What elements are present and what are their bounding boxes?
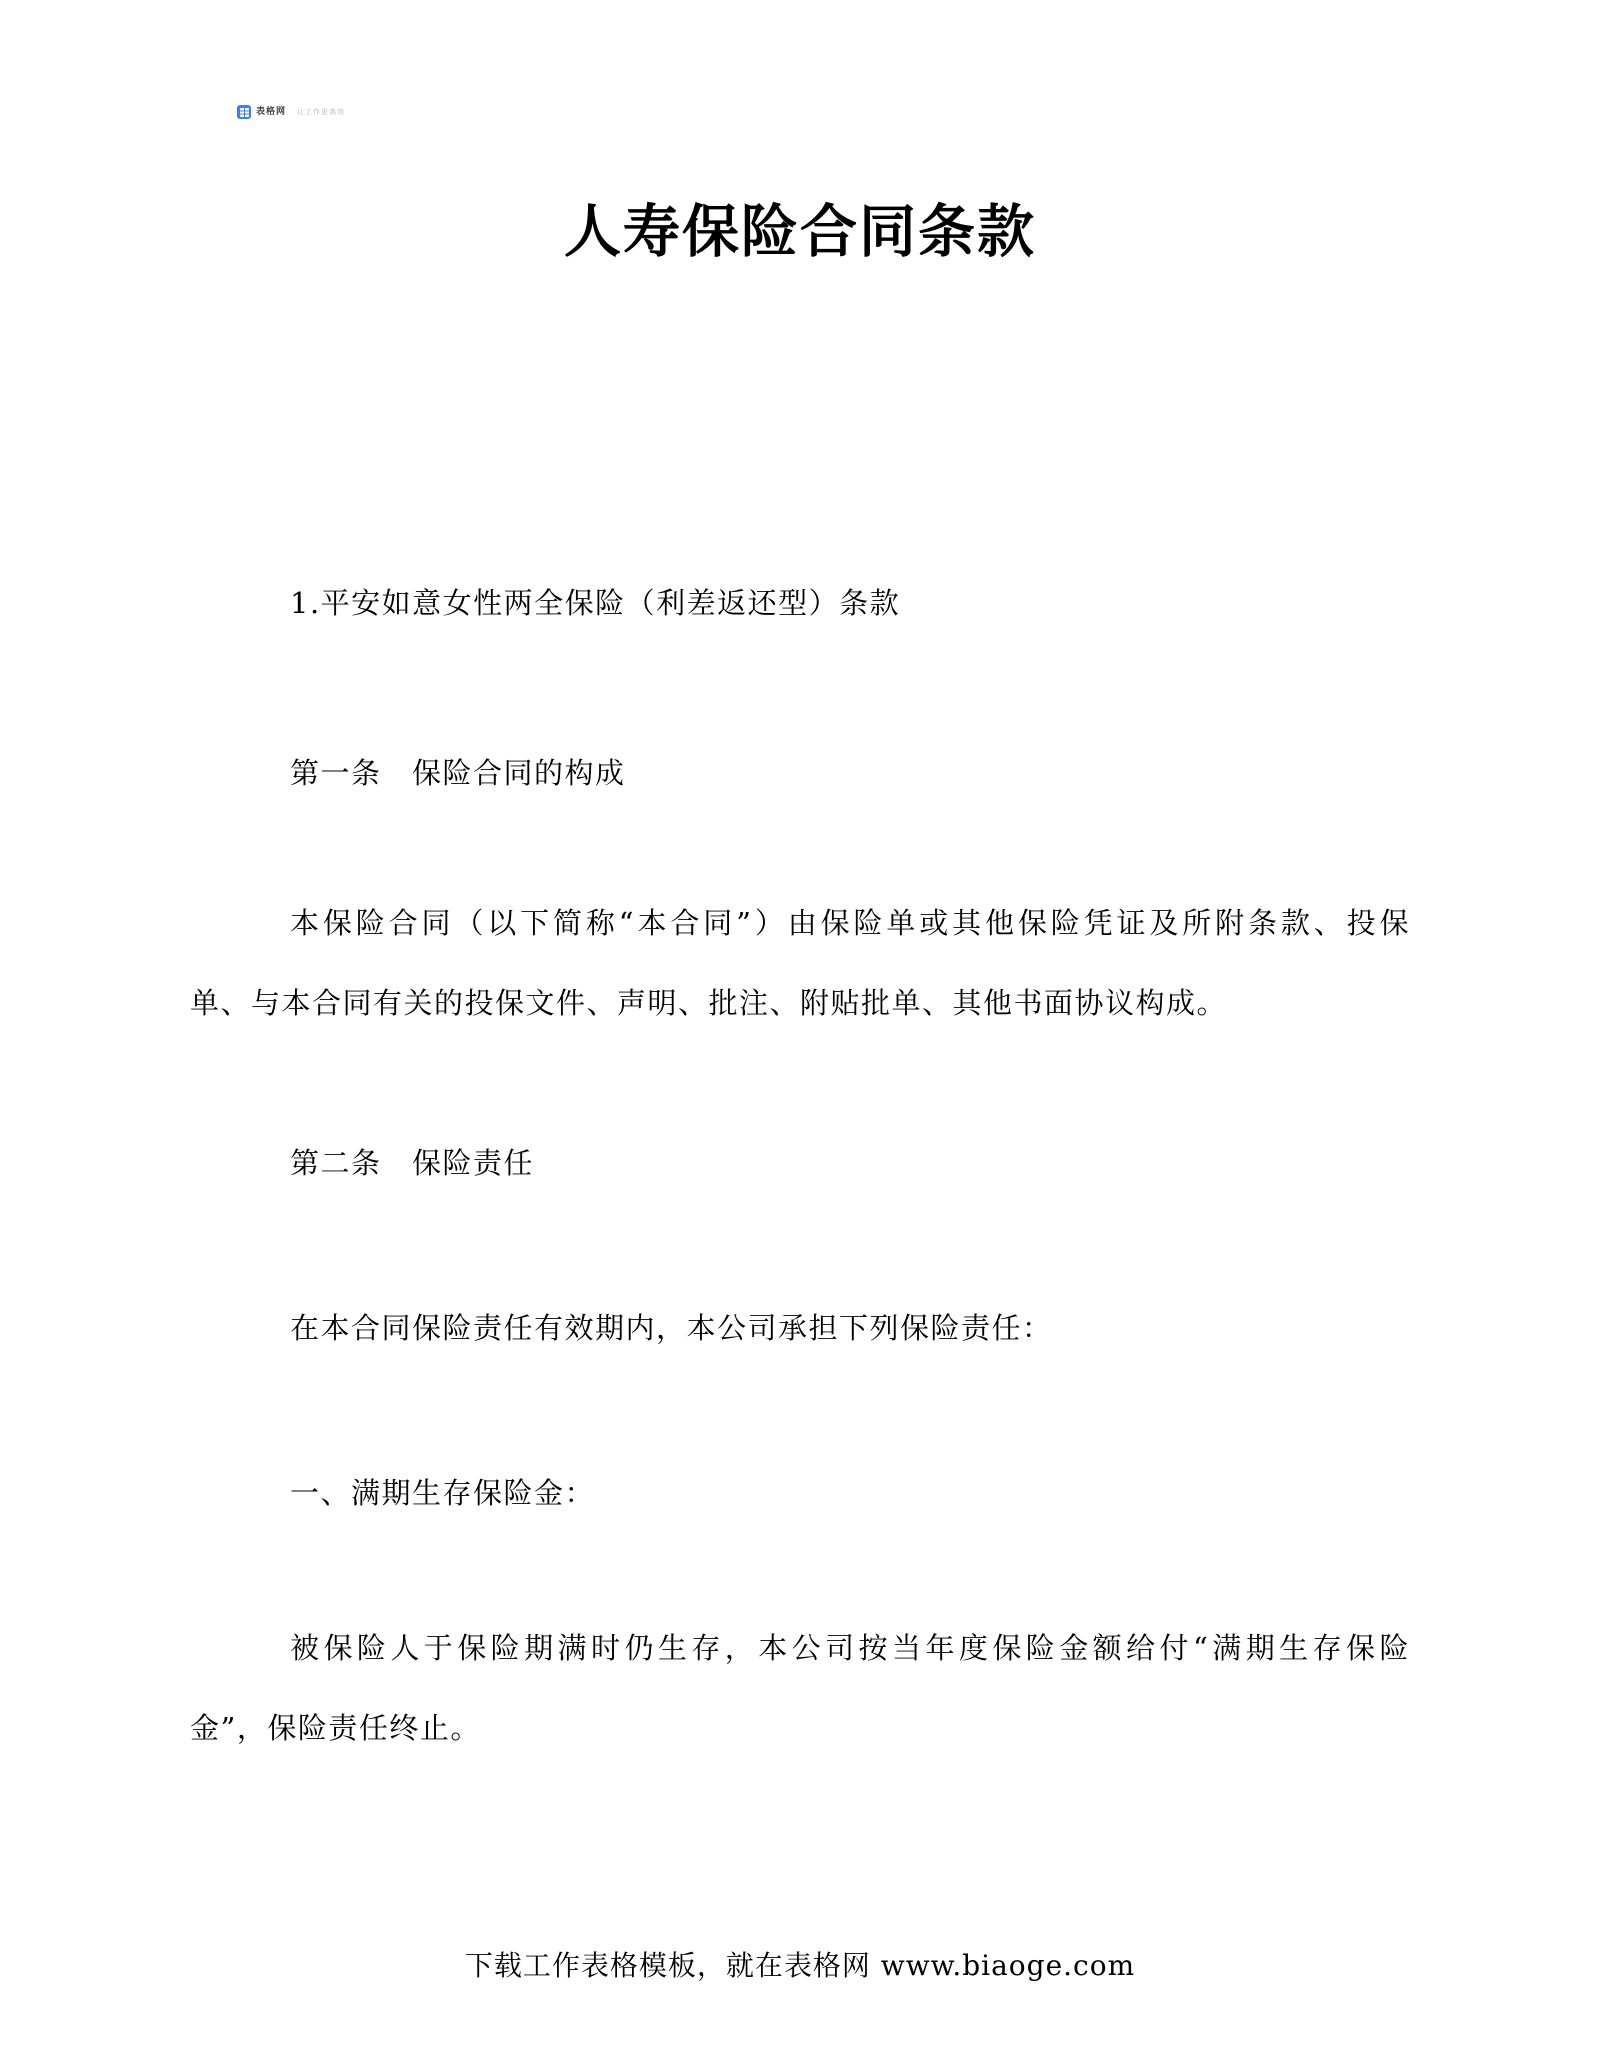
body-line-article-2-heading: 第二条 保险责任 (290, 1146, 535, 1180)
body-line-paragraph: 本保险合同（以下简称“本合同”）由保险单或其他保险凭证及所附条款、投保 (290, 906, 1410, 940)
body-line-section-title: 1.平安如意女性两全保险（利差返还型）条款 (290, 586, 901, 620)
body-line-paragraph: 被保险人于保险期满时仍生存，本公司按当年度保险金额给付“满期生存保险 (290, 1631, 1410, 1665)
body-line-paragraph: 在本合同保险责任有效期内，本公司承担下列保险责任： (290, 1311, 1053, 1345)
logo-tagline-text: 让工作更高效 (297, 108, 346, 116)
body-line-paragraph: 金”，保险责任终止。 (190, 1711, 481, 1745)
body-line-list-item: 一、满期生存保险金： (290, 1476, 596, 1510)
body-line-paragraph: 单、与本合同有关的投保文件、声明、批注、附贴批单、其他书面协议构成。 (190, 986, 1228, 1020)
table-grid-icon (237, 105, 251, 119)
document-title: 人寿保险合同条款 (564, 199, 1036, 265)
footer-download-note: 下载工作表格模板，就在表格网 www.biaoge.com (464, 1949, 1136, 1982)
body-line-article-1-heading: 第一条 保险合同的构成 (290, 756, 626, 790)
site-logo (237, 105, 345, 119)
logo-brand-text: 表格网 (256, 107, 287, 117)
